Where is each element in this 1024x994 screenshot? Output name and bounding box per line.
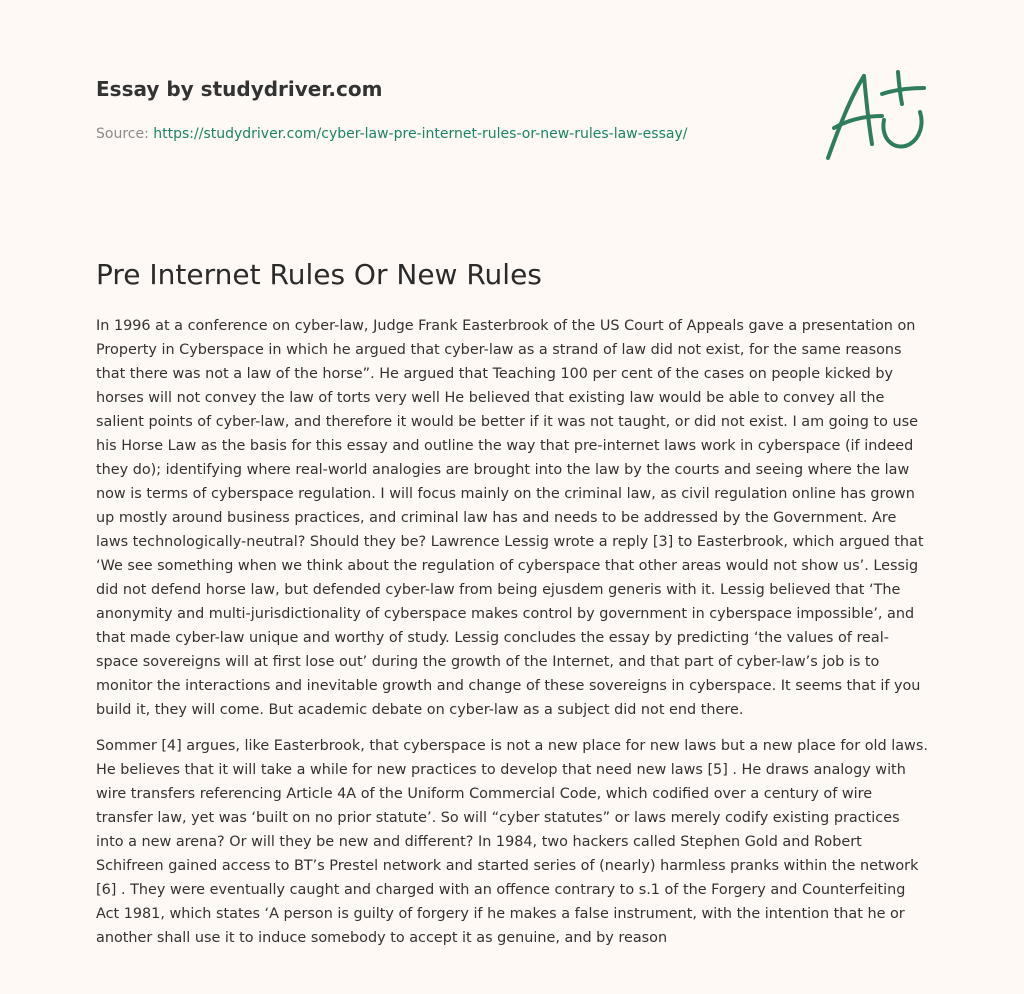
article-paragraph: Sommer [4] argues, like Easterbrook, that cyberspace is not a new place for new laws but a new place for old laws. He believes that it will take a while for new practices to develop that need new laws [5] . He draws analogy with wire transfers referencing Article 4A of the Uniform Commercial Code, which codified over a century of wire transfer law, yet was ‘built on no prior statute’. So will “cyber statutes” or laws merely codify existing practices into a new arena? Or will they be new and different? In 1984, two hackers called Stephen Gold and Robert Schifreen gained access to BT’s Prestel network and started series of (nearly) harmless pranks within the network [6] . They were eventually caught and charged with an offence contrary to s.1 of the Forgery and Counterfeiting Act 1981, which states ‘A person is guilty of forgery if he makes a false instrument, with the intention that he or another shall use it to induce somebody to accept it as genuine, and by reason [96, 738, 928, 946]
brand-title: Essay by studydriver.com [96, 77, 383, 101]
source-label: Source: [96, 126, 154, 142]
article-body [96, 314, 930, 962]
article-paragraph: In 1996 at a conference on cyber-law, Judge Frank Easterbrook of the US Court of Appeals gave a presentation on Property in Cyberspace in which he argued that cyber-law as a strand of law did not exist, for the same reasons that there was not a law of the horse”. He argued that Teaching 100 per cent of the cases on people kicked by horses will not convey the law of torts very well He believed that existing law would be able to convey all the salient points of cyber-law, and therefore it would be better if it was not taught, or did not exist. I am going to use his Horse Law as the basis for this essay and outline the way that pre-internet laws work in cyberspace (if indeed they do); identifying where real-world analogies are brought into the law by the courts and seeing where the law now is terms of cyberspace regulation. I will focus mainly on the criminal law, as civil regulation online has grown up mostly around business practices, and criminal law has and needs to be addressed by the Government. Are laws technologically-neutral? Should they be? Lawrence Lessig wrote a reply [3] to Easterbrook, which argued that ‘We see something when we think about the regulation of cyberspace that other areas would not show us’. Lessig did not defend horse law, but defended cyber-law from being ejusdem generis with it. Lessig believed that ‘The anonymity and multi-jurisdictionality of cyberspace makes control by government in cyberspace impossible’, and that made cyber-law unique and worthy of study. Lessig concludes the essay by predicting ‘the values of real-space sovereigns will at first lose out’ during the growth of the Internet, and that part of cyber-law’s job is to monitor the interactions and inevitable growth and change of these sovereigns in cyberspace. It seems that if you build it, they will come. But academic debate on cyber-law as a subject did not end there. [96, 318, 924, 718]
source-line [96, 124, 687, 144]
article-title: Pre Internet Rules Or New Rules [96, 258, 542, 291]
page-header [96, 74, 796, 142]
source-link[interactable]: https://studydriver.com/cyber-law-pre-internet-rules-or-new-rules-law-essay/ [153, 126, 688, 142]
a-plus-logo [820, 68, 930, 164]
